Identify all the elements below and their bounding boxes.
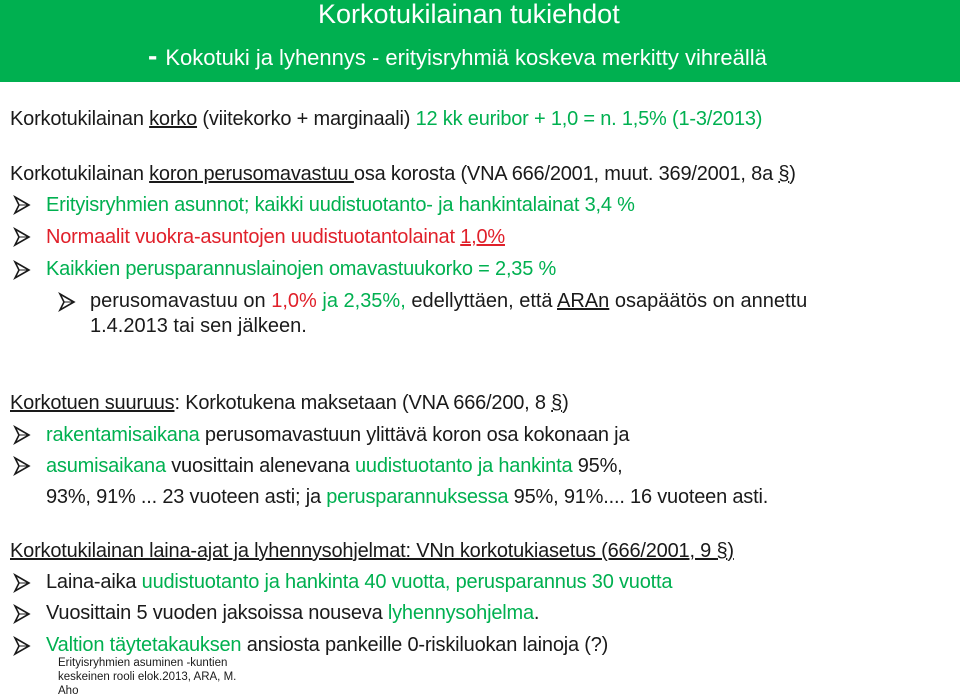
periods-line <box>10 539 734 563</box>
page-title: Korkotukilainan tukiehdot <box>318 0 620 29</box>
rate-underlined: korko <box>149 108 198 130</box>
arrow-bullet-icon <box>12 195 32 215</box>
periods-b3-text: ansiosta pankeille 0-riskiluokan lainoja (?) <box>241 634 609 656</box>
arrow-bullet-icon <box>12 636 32 656</box>
size-underlined: Korkotuen suuruus <box>10 392 175 414</box>
sub-ara-link: ARAn <box>557 290 610 312</box>
size-desc: : Korkotukena maksetaan (VNA 666/200, 8 <box>174 392 552 414</box>
periods-section-sign: § <box>716 540 728 562</box>
own-line <box>10 162 796 186</box>
arrow-bullet-icon <box>57 292 77 312</box>
size-c1-green: perusparannuksessa <box>326 486 509 508</box>
periods-b2-text: Vuosittain 5 vuoden jaksoissa nouseva <box>46 602 388 624</box>
sub-green-value: ja 2,35%, <box>316 290 406 312</box>
sub-text-1: perusomavastuu on <box>90 290 272 312</box>
size-b1-green: rakentamisaikana <box>46 424 200 446</box>
own-bullet-3 <box>46 257 556 281</box>
rate-line <box>10 107 762 131</box>
periods-bullet-2 <box>46 601 539 625</box>
sub-red-value: 1,0% <box>271 290 317 312</box>
size-line <box>10 391 569 415</box>
size-section-sign: § <box>551 392 563 414</box>
periods-bullet-3 <box>46 633 608 657</box>
rate-desc: (viitekorko + marginaali) <box>197 108 416 130</box>
own-subbullet <box>90 289 807 313</box>
periods-b2-dot: . <box>533 602 540 624</box>
own-close: ) <box>789 163 796 185</box>
size-bullet-1 <box>46 423 629 447</box>
periods-b3-green: Valtion täytetakauksen <box>46 634 242 656</box>
subtitle-text: Kokotuki ja lyhennys - erityisryhmiä koskeva merkitty vihreällä <box>165 45 767 70</box>
periods-b1-green: uudistuotanto ja hankinta 40 vuotta, perusparannus 30 vuotta <box>141 571 673 593</box>
arrow-bullet-icon <box>12 260 32 280</box>
periods-close: ) <box>727 540 734 562</box>
own-bullet-3-value: 2,35 % <box>495 258 557 280</box>
size-bullet-2 <box>46 454 623 478</box>
size-close: ) <box>562 392 569 414</box>
own-underlined: koron perusomavastuu <box>149 163 354 185</box>
size-b2-green-2: uudistuotanto ja hankinta <box>354 455 573 477</box>
size-bullet-2-cont <box>46 485 768 509</box>
size-b2-green-1: asumisaikana <box>46 455 166 477</box>
arrow-bullet-icon <box>12 425 32 445</box>
own-bullet-2-text: Normaalit vuokra-asuntojen uudistuotantolainat <box>46 226 461 248</box>
size-c1-text-1: 93%, 91% ... 23 vuoteen asti; ja <box>46 486 327 508</box>
size-b2-text-1: vuosittain alenevana <box>165 455 355 477</box>
arrow-bullet-icon <box>12 604 32 624</box>
footer-line-3: Aho <box>58 685 79 697</box>
rate-label: Korkotukilainan <box>10 108 150 130</box>
own-bullet-3-text: Kaikkien perusparannuslainojen omavastuukorko = <box>46 258 496 280</box>
own-subbullet-cont: 1.4.2013 tai sen jälkeen. <box>90 315 307 337</box>
sub-text-2: edellyttäen, että <box>405 290 558 312</box>
own-label: Korkotukilainan <box>10 163 150 185</box>
page-subtitle <box>148 40 767 72</box>
periods-b1-text: Laina-aika <box>46 571 142 593</box>
footer-line-2: keskeinen rooli elok.2013, ARA, M. <box>58 671 237 683</box>
size-c1-text-2: 95%, 91%.... 16 vuoteen asti. <box>508 486 769 508</box>
title-banner <box>0 0 960 82</box>
rate-value: 12 kk euribor + 1,0 = n. 1,5% (1-3/2013) <box>415 108 763 130</box>
size-b2-text-2: 95%, <box>572 455 623 477</box>
arrow-bullet-icon <box>12 573 32 593</box>
own-bullet-2 <box>46 225 505 249</box>
footer-line-1: Erityisryhmien asuminen -kuntien <box>58 657 228 669</box>
sub-text-3: osapäätös on annettu <box>609 290 808 312</box>
own-bullet-2-value: 1,0% <box>460 226 505 248</box>
subtitle-dash: - <box>148 40 158 71</box>
periods-b2-green: lyhennysohjelma <box>387 602 534 624</box>
periods-underlined: Korkotukilainan laina-ajat ja lyhennysohjelmat: VNn korkotukiasetus (666/2001, 9 <box>10 540 717 562</box>
periods-bullet-1 <box>46 570 672 594</box>
size-b1-text: perusomavastuun ylittävä koron osa kokonaan ja <box>199 424 630 446</box>
arrow-bullet-icon <box>12 456 32 476</box>
own-bullet-1: Erityisryhmien asunnot; kaikki uudistuotanto- ja hankintalainat 3,4 % <box>46 194 635 216</box>
own-section-sign: § <box>778 163 790 185</box>
own-desc: osa korosta (VNA 666/2001, muut. 369/2001, 8a <box>353 163 779 185</box>
arrow-bullet-icon <box>12 227 32 247</box>
footer-note <box>58 656 236 698</box>
